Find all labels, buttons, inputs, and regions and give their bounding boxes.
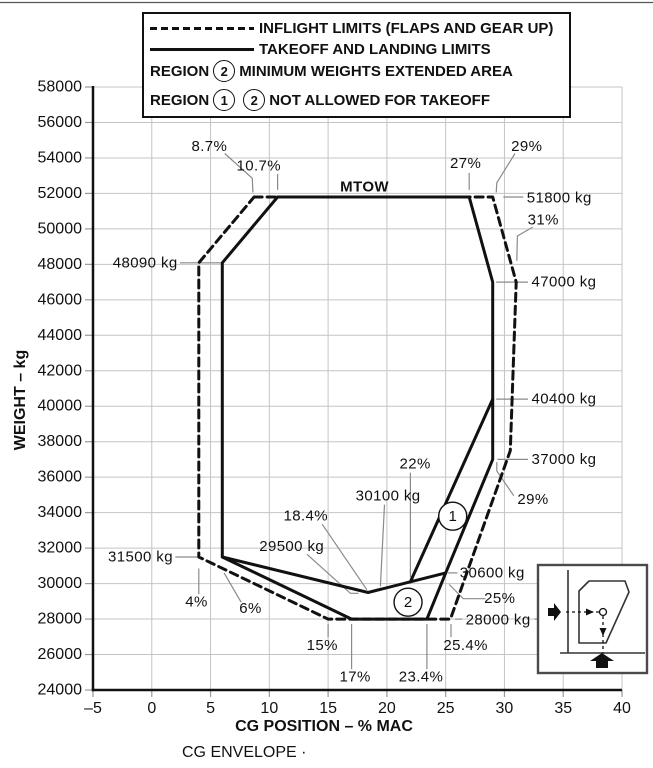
inflight-limits-line: [199, 197, 516, 619]
x-tick-label: 0: [147, 700, 157, 717]
annotation-label: 31500 kg: [108, 548, 173, 566]
leader-line: [380, 505, 384, 587]
x-tick-label: 20: [377, 700, 396, 717]
annotation-label: 27%: [450, 154, 482, 172]
annotation-label: 30100 kg: [355, 487, 421, 505]
annotation-label: 40400 kg: [531, 390, 597, 408]
annotation-label: 25%: [484, 590, 516, 608]
x-tick-label: 25: [436, 700, 455, 717]
region-1-number: 1: [448, 508, 457, 526]
dashed-line-sample: [150, 27, 254, 30]
annotation-label: 15%: [306, 637, 338, 655]
x-axis-title: CG POSITION – % MAC: [235, 718, 413, 735]
annotation-label: 22%: [399, 455, 431, 473]
y-tick-label: 38000: [37, 433, 82, 451]
y-tick-label: 58000: [37, 78, 82, 96]
x-tick-label: 30: [495, 700, 514, 717]
y-tick-label: 54000: [37, 149, 82, 167]
annotation-label: 29%: [517, 490, 549, 508]
y-tick-label: 44000: [37, 326, 82, 344]
annotation-label: 47000 kg: [531, 273, 597, 291]
leader-line: [322, 524, 367, 590]
leader-line: [496, 154, 515, 193]
annotation-label: 37000 kg: [531, 450, 597, 468]
y-tick-label: 50000: [37, 220, 82, 238]
annotation-label: 25.4%: [443, 637, 488, 655]
y-tick-label: 34000: [37, 504, 82, 522]
x-tick-label: 35: [554, 700, 573, 717]
leader-line: [224, 573, 241, 602]
legend-row-region12: [150, 89, 563, 111]
y-tick-label: 40000: [37, 397, 82, 415]
annotation-label: 4%: [185, 593, 208, 611]
legend-label-region12: NOT ALLOWED FOR TAKEOFF: [269, 91, 490, 109]
legend-region-prefix: REGION: [150, 91, 210, 109]
legend-row-inflight: [150, 18, 563, 39]
x-tick-label: 5: [206, 700, 216, 717]
takeoff-landing-limits-line: [222, 197, 492, 619]
y-tick-label: 24000: [37, 681, 82, 699]
region-1-badge: 1: [213, 89, 235, 111]
y-tick-label: 52000: [37, 184, 82, 202]
legend-label-takeoff-landing: TAKEOFF AND LANDING LIMITS: [259, 41, 491, 58]
y-tick-label: 26000: [37, 646, 82, 664]
y-tick-label: 32000: [37, 539, 82, 557]
annotation-label: 17%: [339, 668, 371, 686]
solid-line-sample: [150, 48, 254, 51]
region-2-badge: 2: [243, 89, 265, 111]
figure-caption: CG ENVELOPE ·: [182, 744, 307, 761]
y-tick-label: 28000: [37, 610, 82, 628]
legend-label-region2: MINIMUM WEIGHTS EXTENDED AREA: [239, 62, 513, 80]
annotation-label: 23.4%: [398, 668, 444, 686]
inset-diagram: [538, 565, 647, 673]
mtow-label: MTOW: [340, 178, 389, 196]
x-tick-label: –5: [84, 700, 102, 717]
inset-cg-point: [600, 609, 607, 616]
x-tick-label: 10: [260, 700, 279, 717]
y-tick-label: 56000: [37, 113, 82, 131]
legend-label-inflight: INFLIGHT LIMITS (FLAPS AND GEAR UP): [259, 20, 554, 37]
leader-line: [517, 227, 533, 261]
annotation-label: 31%: [527, 211, 559, 229]
annotation-label: 48090 kg: [112, 254, 178, 272]
x-tick-label: 15: [319, 700, 338, 717]
region-2-badge: 2: [213, 60, 235, 82]
y-axis-title: WEIGHT – kg: [12, 349, 29, 451]
y-tick-label: 36000: [37, 468, 82, 486]
y-tick-label: 46000: [37, 291, 82, 309]
annotation-label: 30600 kg: [459, 564, 525, 582]
annotation-label: 28000 kg: [465, 611, 531, 629]
annotation-label: 29%: [511, 137, 543, 155]
legend-row-takeoff-landing: [150, 39, 563, 60]
y-tick-label: 30000: [37, 575, 82, 593]
legend-region-prefix: REGION: [150, 62, 210, 80]
y-tick-label: 48000: [37, 255, 82, 273]
y-tick-label: 42000: [37, 362, 82, 380]
legend-row-region2: [150, 60, 563, 82]
annotation-label: 29500 kg: [259, 537, 325, 555]
legend-box: [142, 12, 571, 118]
leader-line: [449, 585, 485, 599]
annotation-label: 8.7%: [191, 137, 228, 155]
annotation-label: 10.7%: [236, 157, 282, 175]
annotation-label: 6%: [239, 599, 262, 617]
annotation-label: 18.4%: [283, 507, 329, 525]
annotation-label: 51800 kg: [526, 189, 592, 207]
x-tick-label: 40: [613, 700, 631, 717]
region-2-number: 2: [403, 594, 413, 612]
